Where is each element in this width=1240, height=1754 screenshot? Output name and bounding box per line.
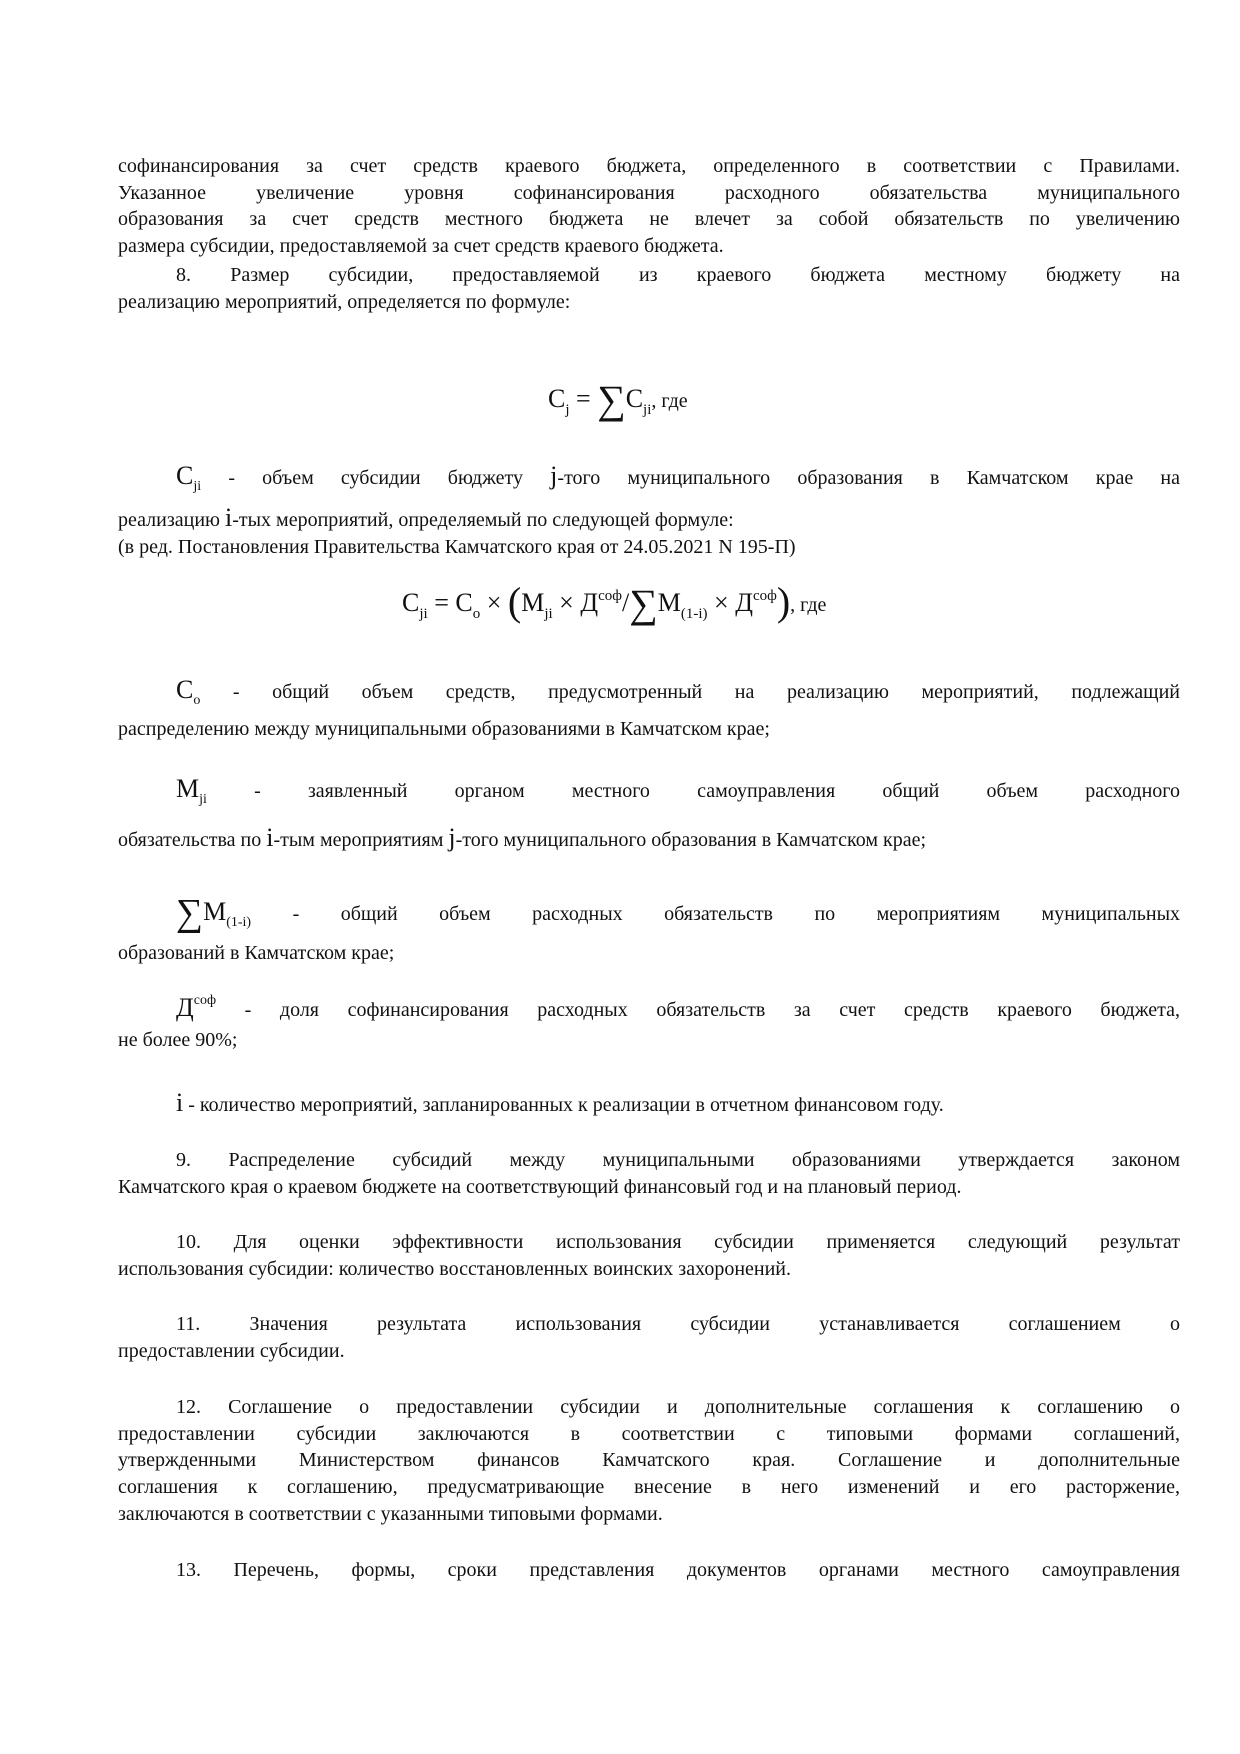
definition-text: - общий объем средств, предусмотренный на реализацию мероприятий, подлежащий <box>200 681 1180 703</box>
text-line <box>118 819 1180 859</box>
symbol-letter: C <box>176 461 194 490</box>
formula-subscript: ji <box>544 606 553 622</box>
text-line: предоставлении субсидии. <box>118 1339 345 1362</box>
formula-symbol: C <box>548 384 566 413</box>
definition-co <box>118 676 1180 743</box>
symbol-letter: C <box>176 675 194 704</box>
text-line: 13. Перечень, формы, сроки представления документов органами местного самоуправления <box>176 1559 1180 1581</box>
text-line: 8. Размер субсидии, предоставляемой из краевого бюджета местному бюджету на <box>176 264 1180 286</box>
symbol-co <box>176 675 201 708</box>
definition-i <box>118 1088 1180 1120</box>
amendment-note: (в ред. Постановления Правительства Камчатского края от 24.05.2021 N 195-П) <box>118 536 796 558</box>
text-line: Камчатского края о краевом бюджете на соответствующий финансовый год и на плановый период. <box>118 1175 962 1198</box>
text-line: 11. Значения результата использования субсидии устанавливается соглашением о <box>176 1313 1180 1335</box>
definition-mji <box>118 770 1180 859</box>
formula-cji <box>402 579 827 626</box>
symbol-subscript: ji <box>199 792 207 807</box>
text-line: образований в Камчатском крае; <box>118 942 395 964</box>
symbol-d-sof <box>176 993 216 1022</box>
formula-symbol: M <box>657 588 681 617</box>
formula-operator: × <box>552 588 581 617</box>
formula-subscript: (1-i) <box>680 606 708 622</box>
text-line <box>118 770 1180 819</box>
sum-symbol: ∑ <box>597 377 626 422</box>
paragraph-12 <box>118 1394 1180 1528</box>
definition-text: - общий объем расходных обязательств по мероприятиям муниципальных <box>251 903 1180 925</box>
formula-operator: / <box>621 588 630 617</box>
variable-i: i <box>176 1088 184 1117</box>
text-line: 12. Соглашение о предоставлении субсидии и дополнительные соглашения к соглашению о <box>176 1396 1180 1418</box>
formula-subscript: ji <box>419 606 428 622</box>
text-line: 10. Для оценки эффективности использования субсидии применяется следующий результат <box>176 1231 1180 1253</box>
definition-text: - доля софинансирования расходных обязательств за счет средств краевого бюджета, <box>216 999 1180 1021</box>
text-line <box>118 460 1180 503</box>
definition-text: обязательства по <box>118 829 267 851</box>
variable-i: i <box>224 503 233 532</box>
definition-d-sof <box>118 986 1180 1055</box>
paragraph-13 <box>118 1557 1180 1584</box>
definition-text: -того муниципального образования в Камчатском крае; <box>455 829 927 851</box>
formula-subscript: o <box>472 606 481 622</box>
symbol-sum-m <box>176 892 252 934</box>
paragraph-8 <box>118 262 1180 315</box>
formula-operator: = <box>569 384 598 413</box>
formula-tail: , где <box>790 594 827 616</box>
formula-symbol: C <box>625 384 644 413</box>
symbol-letter: M <box>176 774 200 803</box>
definition-sum-m <box>118 894 1180 968</box>
variable-j: j <box>550 461 558 490</box>
formula-symbol: C <box>402 588 420 617</box>
symbol-superscript: соф <box>193 993 217 1008</box>
formula-operator: × <box>707 588 736 617</box>
definition-text: - количество мероприятий, запланированных к реализации в отчетном финансовом году. <box>183 1094 944 1116</box>
text-line: заключаются в соответствии с указанными типовыми формами. <box>118 1502 663 1525</box>
formula-symbol: Д <box>735 588 753 617</box>
symbol-letter: M <box>203 897 227 926</box>
symbol-letter: Д <box>176 993 194 1022</box>
variable-j: j <box>448 823 456 852</box>
paragraph-9 <box>118 1147 1180 1200</box>
symbol-subscript: o <box>193 693 201 708</box>
text-line: Указанное увеличение уровня софинансирования расходного обязательства муниципального <box>118 181 1180 204</box>
formula-cj-sum <box>548 377 688 422</box>
right-paren: ) <box>776 579 791 624</box>
text-line: 9. Распределение субсидий между муниципальными образованиями утверждается законом <box>176 1149 1180 1171</box>
definition-text: - заявленный органом местного самоуправления общий объем расходного <box>206 780 1180 802</box>
symbol-subscript: ji <box>193 479 202 494</box>
definition-text: -тым мероприятиям <box>273 829 449 851</box>
text-line <box>118 676 1180 715</box>
formula-superscript: соф <box>752 588 777 604</box>
text-line: соглашения к соглашению, предусматривающие внесение в него изменений и его расторжение, <box>118 1476 1180 1499</box>
formula-symbol: C <box>455 588 473 617</box>
sum-symbol: ∑ <box>629 581 658 626</box>
symbol-mji <box>176 774 207 807</box>
text-line: образования за счет средств местного бюджета не влечет за собой обязательств по увеличению <box>118 208 1180 231</box>
text-line: софинансирования за счет средств краевого бюджета, определенного в соответствии с Правилами. <box>118 155 1180 177</box>
text-line: предоставлении субсидии заключаются в соответствии с типовыми формами соглашений, <box>118 1422 1180 1445</box>
definition-text: реализацию <box>118 509 225 531</box>
definition-cji <box>118 460 1180 559</box>
sum-symbol: ∑ <box>176 892 204 934</box>
text-line: использования субсидии: количество восстановленных воинских захоронений. <box>118 1257 792 1280</box>
text-line <box>118 503 1180 535</box>
symbol-cji <box>176 461 202 494</box>
text-line: распределению между муниципальными образованиями в Камчатском крае; <box>118 718 770 740</box>
formula-operator: × <box>480 588 508 617</box>
text-line <box>118 1088 1180 1120</box>
variable-i: i <box>266 823 274 852</box>
formula-operator: = <box>427 588 456 617</box>
formula-subscript: j <box>565 402 570 418</box>
paragraph-11 <box>118 1311 1180 1364</box>
text-line: утвержденными Министерством финансов Камчатского края. Соглашение и дополнительные <box>118 1449 1180 1472</box>
definition-text: - объем субсидии бюджету <box>201 467 551 489</box>
definition-text: -тых мероприятий, определяемый по следующей формуле: <box>232 509 734 531</box>
paragraph-continued <box>118 153 1180 260</box>
formula-symbol: M <box>521 588 545 617</box>
definition-text: -того муниципального образования в Камчатском крае на <box>557 467 1180 489</box>
text-line: реализацию мероприятий, определяется по формуле: <box>118 290 571 313</box>
text-line: размера субсидии, предоставляемой за счет средств краевого бюджета. <box>118 235 724 258</box>
symbol-subscript: (1-i) <box>226 915 252 930</box>
left-paren: ( <box>507 579 522 624</box>
formula-superscript: соф <box>598 588 622 604</box>
paragraph-10 <box>118 1229 1180 1282</box>
formula-tail: , где <box>651 390 688 412</box>
formula-subscript: ji <box>643 402 652 418</box>
formula-symbol: Д <box>580 588 599 617</box>
text-line <box>118 894 1180 938</box>
text-line <box>118 986 1180 1025</box>
text-line: не более 90%; <box>118 1029 238 1051</box>
